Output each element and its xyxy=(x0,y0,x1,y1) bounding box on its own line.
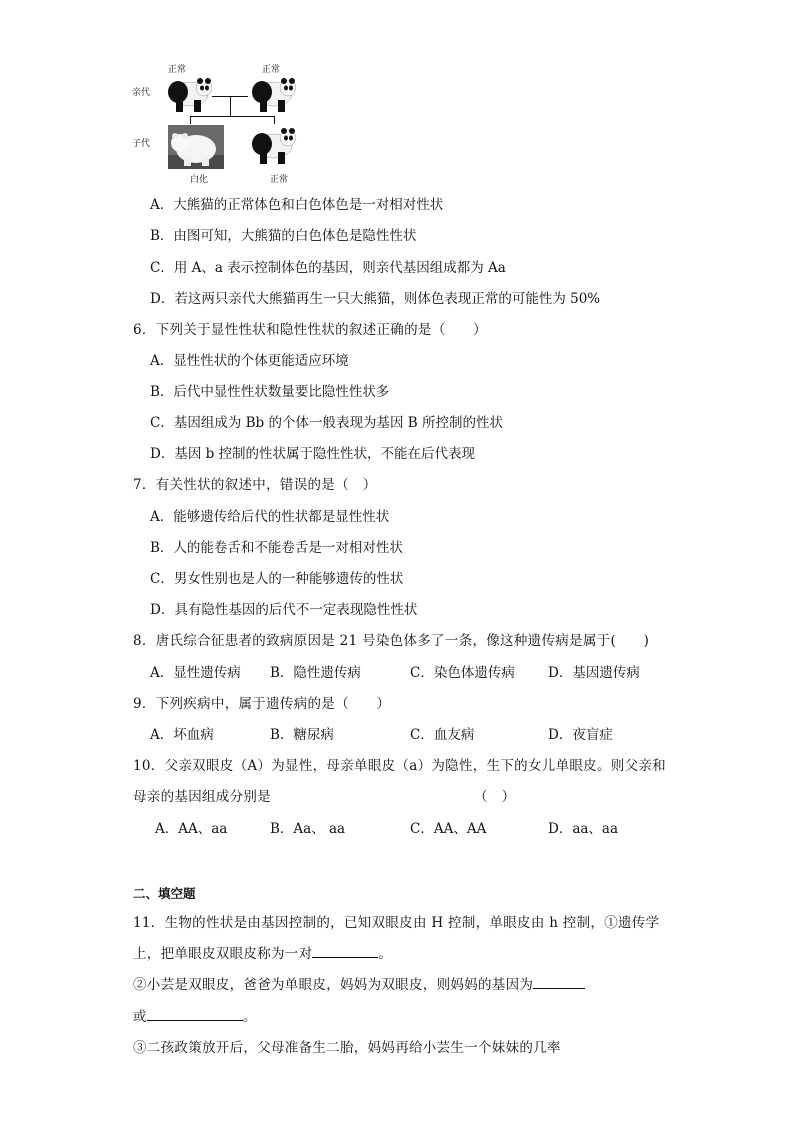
q9-option-b: B．糖尿病 xyxy=(270,727,334,743)
q5-option-d: D．若这两只亲代大熊猫再生一只大熊猫，则体色表现正常的可能性为 50% xyxy=(150,291,601,307)
q11-blank-2[interactable] xyxy=(533,974,585,989)
q11-line2 xyxy=(133,942,392,962)
q10-option-b: B．Aa、 aa xyxy=(270,821,346,837)
q7-option-d: D．具有隐性基因的后代不一定表现隐性性状 xyxy=(150,602,418,618)
q11-line5: ③二孩政策放开后，父母准备生二胎，妈妈再给小芸生一个妹妹的几率 xyxy=(133,1040,561,1056)
q10-option-c: C．AA、AA xyxy=(410,821,487,837)
q11-line1: 11．生物的性状是由基因控制的，已知双眼皮由 H 控制，单眼皮由 h 控制，①遗传学 xyxy=(133,915,660,931)
q9-stem: 9．下列疾病中，属于遗传病的是（ ） xyxy=(133,696,391,712)
section-fill-in-title: 二、填空题 xyxy=(133,886,196,901)
sibling-line xyxy=(190,116,274,117)
child1-caption: 白化 xyxy=(190,175,209,185)
child2-panda-image xyxy=(248,124,298,166)
q7-stem: 7．有关性状的叙述中，错误的是（ ） xyxy=(133,477,377,493)
child-generation-label: 子代 xyxy=(132,139,151,149)
panda-pedigree-figure xyxy=(130,58,310,186)
q11-line4-text: 或 xyxy=(133,1009,147,1025)
q11-line3 xyxy=(133,973,585,993)
q6-option-a: A．显性性状的个体更能适应环境 xyxy=(150,353,349,369)
q10-option-a: A．AA、aa xyxy=(155,821,228,837)
q10-stem-line2: 母亲的基因组成分别是 xyxy=(133,789,271,805)
q11-line3-text: ②小芸是双眼皮，爸爸为单眼皮，妈妈为双眼皮，则妈妈的基因为 xyxy=(133,977,534,993)
q11-blank-1[interactable] xyxy=(312,943,378,958)
q11-line2-text: 上，把单眼皮双眼皮称为一对 xyxy=(133,946,313,962)
q6-option-b: B．后代中显性性状数量要比隐性性状多 xyxy=(150,384,390,400)
q5-option-c: C．用 A、a 表示控制体色的基因，则亲代基因组成都为 Aa xyxy=(150,260,506,276)
albino-panda-image xyxy=(168,125,224,169)
q7-option-b: B．人的能卷舌和不能卷舌是一对相对性状 xyxy=(150,540,403,556)
q9-option-d: D．夜盲症 xyxy=(548,727,613,743)
q10-option-d: D．aa、aa xyxy=(548,821,619,837)
q11-blank-3[interactable] xyxy=(147,1006,243,1021)
q9-option-c: C．血友病 xyxy=(410,727,475,743)
parent1-caption: 正常 xyxy=(168,65,187,75)
q10-stem-line1: 10．父亲双眼皮（A）为显性，母亲单眼皮（a）为隐性，生下的女儿单眼皮。则父亲和 xyxy=(133,758,666,774)
q5-option-a: A．大熊猫的正常体色和白色体色是一对相对性状 xyxy=(150,197,444,213)
parent2-panda-image xyxy=(248,74,296,114)
q8-option-b: B．隐性遗传病 xyxy=(270,665,361,681)
q7-option-a: A．能够遗传给后代的性状都是显性性状 xyxy=(150,509,390,525)
q11-line4-end: 。 xyxy=(242,1009,257,1025)
q6-option-d: D．基因 b 控制的性状属于隐性性状，不能在后代表现 xyxy=(150,446,476,462)
child2-drop-line xyxy=(274,116,275,124)
parent-generation-label: 亲代 xyxy=(132,88,151,98)
descent-line xyxy=(230,96,231,116)
q8-option-d: D．基因遗传病 xyxy=(548,665,640,681)
q7-option-c: C．男女性别也是人的一种能够遗传的性状 xyxy=(150,571,404,587)
parent1-panda-image xyxy=(164,74,212,114)
q10-answer-paren: （ ） xyxy=(474,789,516,805)
q5-option-b: B．由图可知，大熊猫的白色体色是隐性性状 xyxy=(150,228,417,244)
q8-stem: 8．唐氏综合征患者的致病原因是 21 号染色体多了一条，像这种遗传病是属于( ) xyxy=(133,633,650,649)
q6-option-c: C．基因组成为 Bb 的个体一般表现为基因 B 所控制的性状 xyxy=(150,415,503,431)
child1-drop-line xyxy=(190,116,191,124)
q8-option-a: A．显性遗传病 xyxy=(150,665,241,681)
child2-caption: 正常 xyxy=(270,175,289,185)
q11-line4 xyxy=(133,1005,257,1025)
q11-line2-end: 。 xyxy=(378,946,393,962)
q8-option-c: C．染色体遗传病 xyxy=(410,665,515,681)
q9-option-a: A．坏血病 xyxy=(150,727,214,743)
q6-stem: 6．下列关于显性性状和隐性性状的叙述正确的是（ ） xyxy=(133,322,487,338)
parent2-caption: 正常 xyxy=(262,65,281,75)
